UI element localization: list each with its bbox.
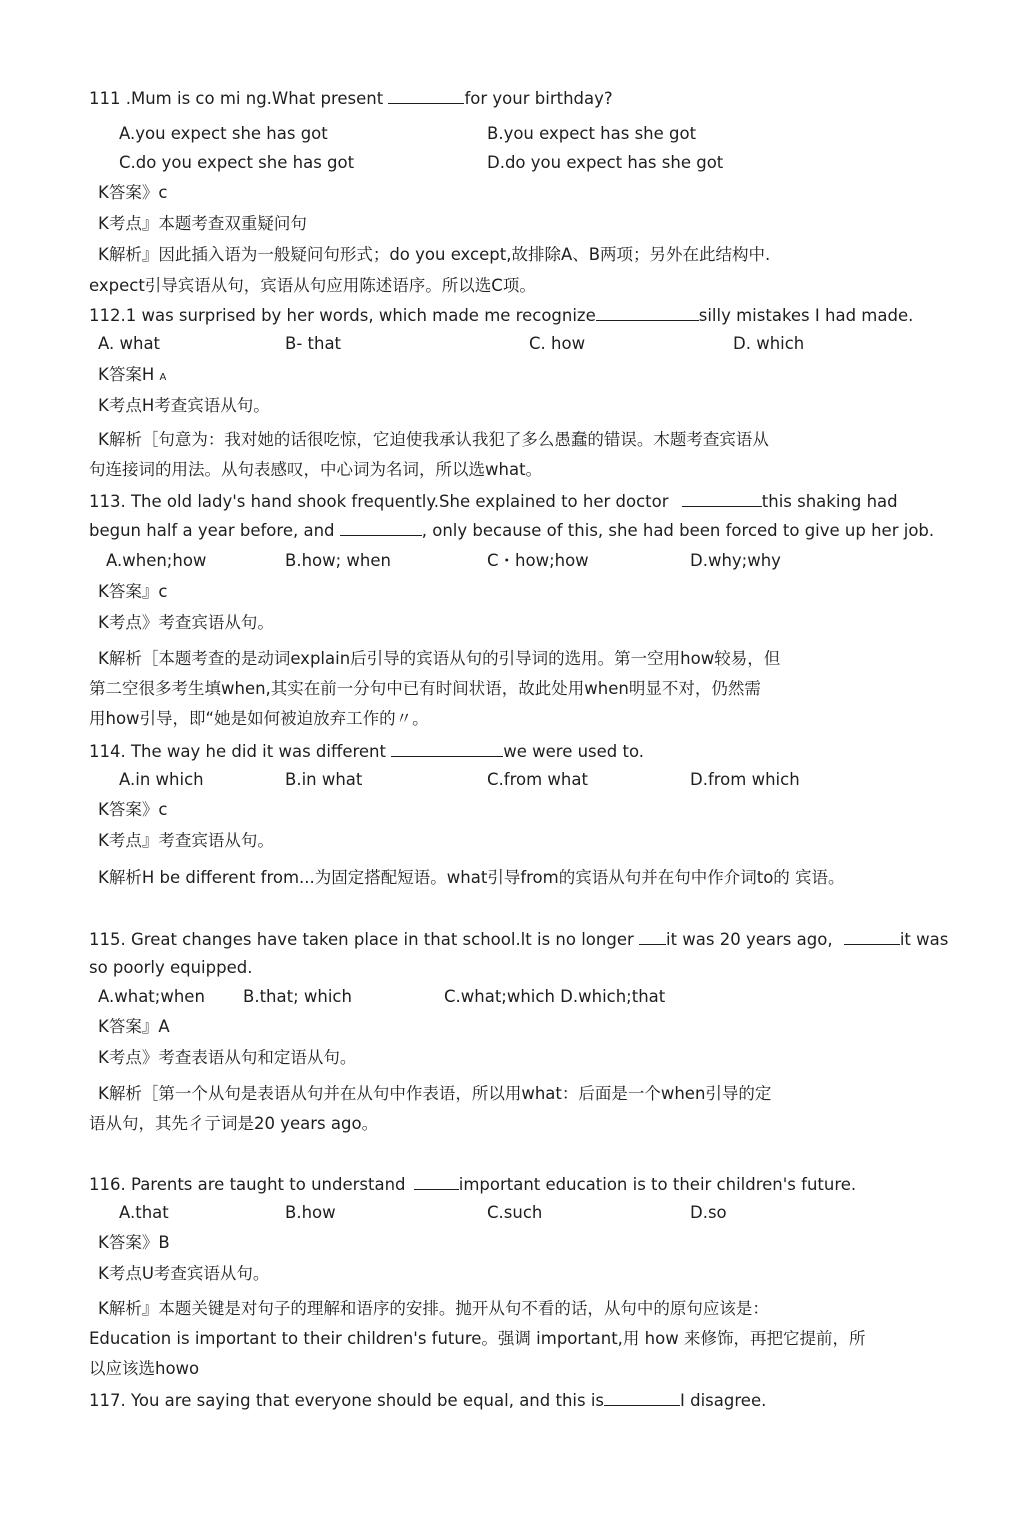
q117-stem-text: 117. You are saying that everyone should be equal, and this is	[89, 1391, 605, 1410]
q111-option-d: D.do you expect has she got	[487, 153, 724, 172]
q112-option-b: B- that	[285, 334, 342, 353]
q113-blank-2	[340, 519, 422, 536]
q115-option-b: B.that; which	[243, 987, 352, 1006]
q111-analysis-line2: expect引导宾语从句，宾语从句应用陈述语序。所以选C项。	[89, 276, 536, 295]
q111-stem	[89, 87, 613, 110]
q115-blank-1	[639, 928, 666, 945]
q112-analysis-line1: K解析［句意为：我对她的话很吃惊，它迫使我承认我犯了多么愚蠢的错误。木题考查宾语从	[98, 430, 769, 449]
q116-analysis-line2: Education is important to their children's future。强调 important,用 how 来修饰，再把它提前，所	[89, 1329, 866, 1348]
q113-stem2-tail: , only because of this, she had been forced to give up her job.	[421, 521, 935, 540]
q116-option-c: C.such	[487, 1203, 543, 1222]
q115-analysis-line2: 语从句，其先彳亍词是20 years ago。	[89, 1114, 379, 1133]
q112-stem-text: 112.1 was surprised by her words, which made me recognize	[89, 306, 596, 325]
q115-stem-line2: so poorly equipped.	[89, 958, 253, 977]
q116-point: K考点U考查宾语从句。	[98, 1264, 270, 1283]
q116-analysis-line1: K解析』本题关键是对句子的理解和语序的安排。抛开从句不看的话，从句中的原句应该是：	[98, 1299, 769, 1318]
q113-blank-1	[682, 490, 762, 507]
q113-stem-tail: this shaking had	[761, 492, 898, 511]
q113-analysis-line2: 第二空很多考生填when,其实在前一分句中已有时间状语，故此处用when明显不对，仍然需	[89, 679, 761, 698]
q117-stem	[89, 1389, 766, 1412]
q113-stem-line1	[89, 490, 898, 513]
q113-answer: K答案』c	[98, 582, 168, 601]
q115-stem-line1	[89, 928, 948, 951]
q113-stem2-text: begun half a year before, and	[89, 521, 335, 540]
q114-stem-tail: we were used to.	[503, 742, 645, 761]
q111-stem-text: 111 .Mum is co mi ng.What present	[89, 89, 389, 108]
q112-analysis-line2: 句连接词的用法。从句表感叹，中心词为名词，所以选what。	[89, 460, 543, 479]
q116-option-b: B.how	[285, 1203, 336, 1222]
q115-analysis-line1: K解析［第一个从句是表语从句并在从句中作表语，所以用what：后面是一个when引导的定	[98, 1084, 772, 1103]
q112-stem	[89, 304, 913, 327]
q113-stem-line2	[89, 519, 934, 542]
q111-point: K考点』本题考查双重疑问句	[98, 214, 307, 233]
q111-option-c: C.do you expect she has got	[119, 153, 355, 172]
q114-point: K考点』考查宾语从句。	[98, 831, 274, 850]
q115-option-a: A.what;when	[98, 987, 205, 1006]
q113-analysis-line3: 用how引导，即“她是如何被迫放弃工作的〃。	[89, 709, 429, 728]
q114-option-a: A.in which	[119, 770, 204, 789]
q114-stem	[89, 740, 644, 763]
q112-answer-letter: A	[159, 372, 167, 383]
q111-option-b: B.you expect has she got	[487, 124, 697, 143]
q111-option-a: A.you expect she has got	[119, 124, 328, 143]
q116-stem-tail: important education is to their children's future.	[458, 1175, 857, 1194]
q113-option-d: D.why;why	[690, 551, 781, 570]
q116-blank	[414, 1173, 459, 1190]
q113-stem-text: 113. The old lady's hand shook frequently.She explained to her doctor	[89, 492, 669, 511]
q115-stem-text: 115. Great changes have taken place in that school.lt is no longer	[89, 930, 634, 949]
q113-option-c: C・how;how	[487, 551, 589, 570]
q115-option-cd: C.what;which D.which;that	[444, 987, 666, 1006]
q112-answer	[98, 364, 166, 389]
q116-option-d: D.so	[690, 1203, 727, 1222]
q112-option-a: A. what	[98, 334, 161, 353]
q111-answer: K答案》c	[98, 183, 168, 202]
q112-point: K考点H考查宾语从句。	[98, 396, 270, 415]
q111-stem-tail: for your birthday?	[464, 89, 613, 108]
q112-stem-tail: silly mistakes I had made.	[698, 306, 914, 325]
q114-option-b: B.in what	[285, 770, 363, 789]
q115-answer: K答案』A	[98, 1017, 170, 1036]
q113-option-a: A.when;how	[106, 551, 207, 570]
q112-blank	[596, 304, 699, 321]
q115-blank-2	[844, 928, 900, 945]
q117-blank	[604, 1389, 680, 1406]
q112-answer-text: K答案H	[98, 365, 155, 384]
q113-analysis-line1: K解析［本题考查的是动词explain后引导的宾语从句的引导词的选用。第一空用how较易，但	[98, 649, 781, 668]
q116-stem-text: 116. Parents are taught to understand	[89, 1175, 406, 1194]
q114-stem-text: 114. The way he did it was different	[89, 742, 386, 761]
q115-stem-mid: it was 20 years ago,	[666, 930, 833, 949]
q116-option-a: A.that	[119, 1203, 169, 1222]
q115-stem-tail: it was	[899, 930, 949, 949]
q113-point: K考点》考查宾语从句。	[98, 613, 274, 632]
q116-answer: K答案》B	[98, 1233, 170, 1252]
q112-option-c: C. how	[529, 334, 586, 353]
q113-option-b: B.how; when	[285, 551, 391, 570]
q112-option-d: D. which	[733, 334, 805, 353]
q117-stem-tail: I disagree.	[680, 1391, 767, 1410]
q116-analysis-line3: 以应该选howo	[89, 1359, 200, 1378]
q114-analysis-line1: K解析H be different from...为固定搭配短语。what引导from的宾语从句并在句中作介词to的 宾语。	[98, 868, 845, 887]
q115-point: K考点》考查表语从句和定语从句。	[98, 1048, 357, 1067]
q111-analysis-line1: K解析』因此插入语为一般疑问句形式；do you except,故排除A、B两项；另外在此结构中.	[98, 245, 771, 264]
q114-answer: K答案》c	[98, 800, 168, 819]
q114-option-d: D.from which	[690, 770, 800, 789]
q116-stem	[89, 1173, 856, 1196]
q111-blank	[388, 87, 464, 104]
q114-option-c: C.from what	[487, 770, 588, 789]
q114-blank	[391, 740, 503, 757]
